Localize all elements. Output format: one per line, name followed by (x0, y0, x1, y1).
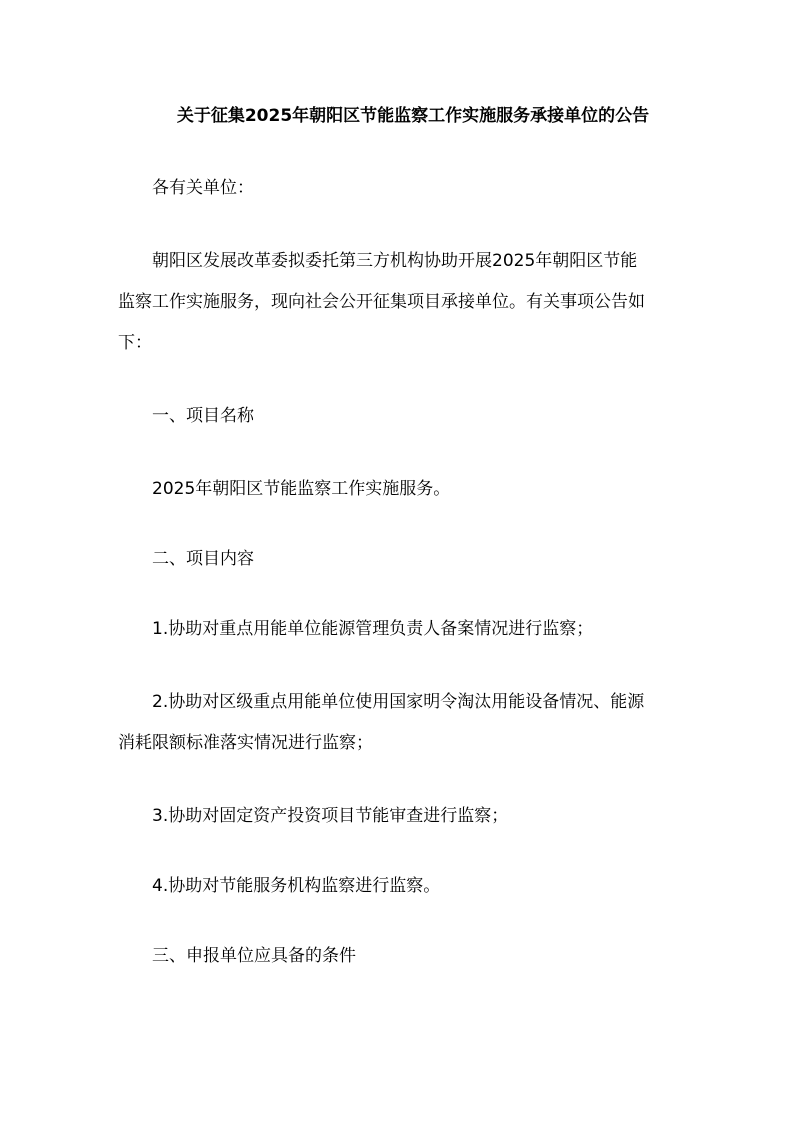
intro-line-3: 下： (118, 333, 152, 353)
intro-line-1: 朝阳区发展改革委拟委托第三方机构协助开展2025年朝阳区节能 (152, 251, 638, 271)
section-2-heading: 二、项目内容 (152, 549, 254, 569)
salutation: 各有关单位： (152, 178, 254, 198)
section-2-item-2-line-1: 2.协助对区级重点用能单位使用国家明令淘汰用能设备情况、能源 (152, 692, 645, 712)
section-3-heading: 三、申报单位应具备的条件 (152, 946, 356, 966)
section-2-item-2-line-2: 消耗限额标准落实情况进行监察； (118, 733, 373, 753)
section-2-item-4: 4.协助对节能服务机构监察进行监察。 (152, 876, 441, 896)
intro-line-2: 监察工作实施服务，现向社会公开征集项目承接单位。有关事项公告如 (118, 292, 645, 312)
section-1-heading: 一、项目名称 (152, 406, 254, 426)
section-1-body: 2025年朝阳区节能监察工作实施服务。 (152, 479, 451, 499)
document-title: 关于征集2025年朝阳区节能监察工作实施服务承接单位的公告 (176, 106, 650, 126)
section-2-item-1: 1.协助对重点用能单位能源管理负责人备案情况进行监察； (152, 619, 594, 639)
section-2-item-3: 3.协助对固定资产投资项目节能审查进行监察； (152, 806, 509, 826)
